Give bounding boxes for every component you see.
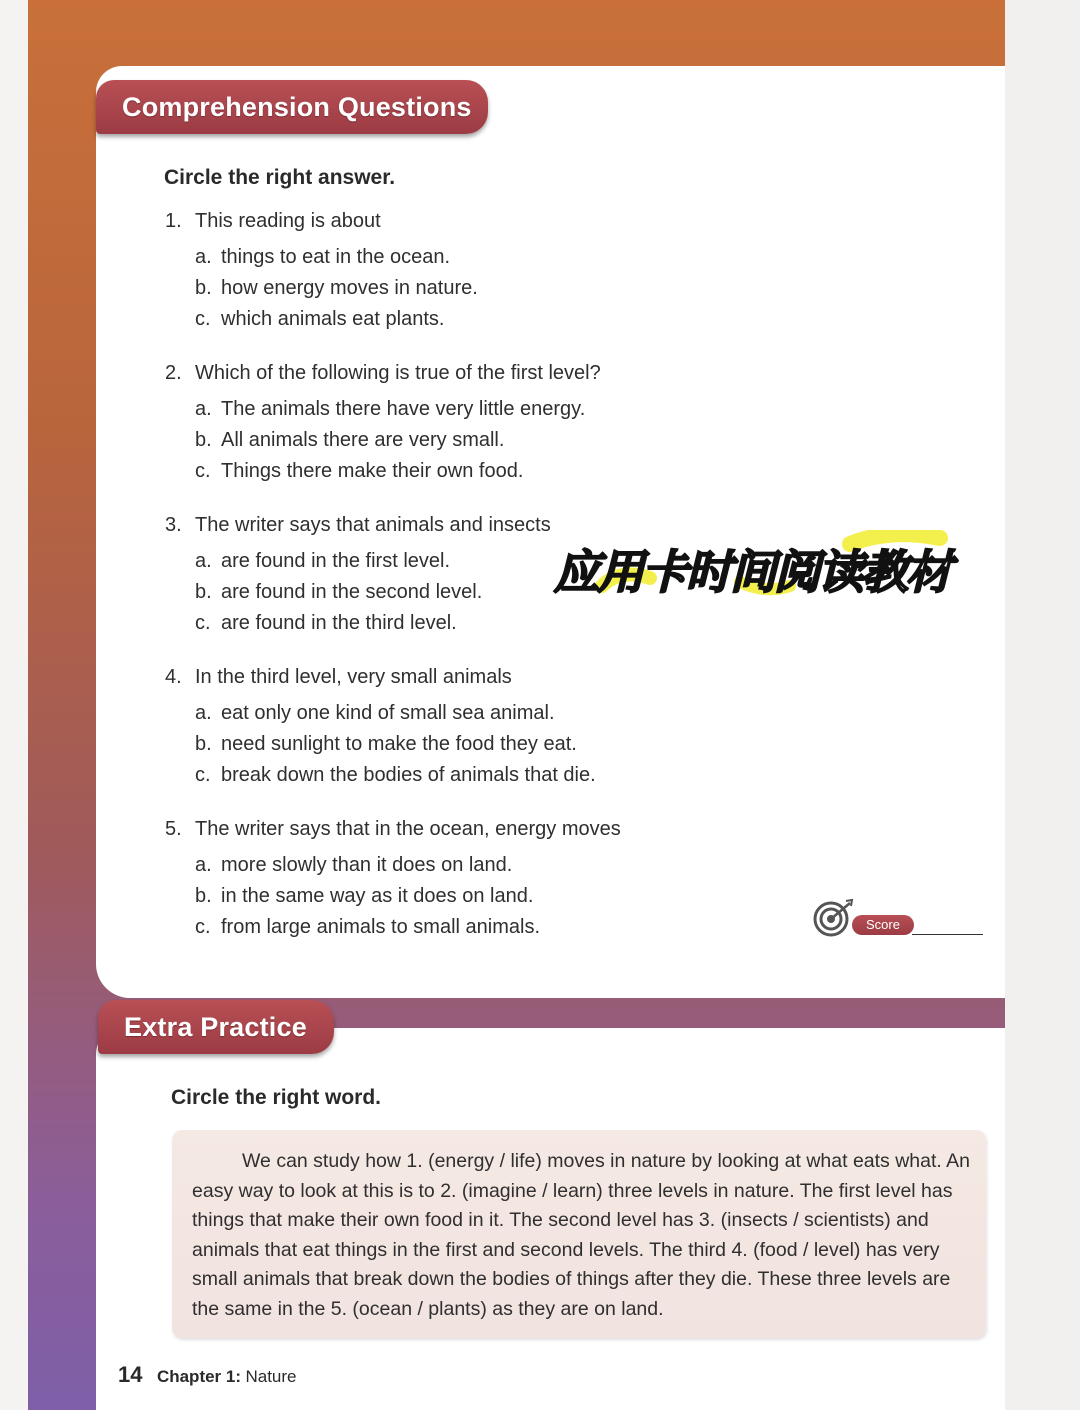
question-stem: The writer says that in the ocean, energy moves bbox=[195, 818, 621, 840]
question-number: 4. bbox=[165, 666, 182, 688]
answer-option[interactable]: b. how energy moves in nature. bbox=[195, 277, 478, 299]
question-number: 3. bbox=[165, 514, 182, 536]
watermark-overlay bbox=[550, 530, 1010, 600]
question-5 bbox=[165, 816, 685, 945]
question-number: 5. bbox=[165, 818, 182, 840]
question-1 bbox=[165, 208, 685, 337]
answer-option[interactable]: b. in the same way as it does on land. bbox=[195, 885, 534, 907]
comprehension-header: Comprehension Questions bbox=[96, 80, 488, 134]
answer-option[interactable]: b. All animals there are very small. bbox=[195, 429, 505, 451]
comprehension-instruction: Circle the right answer. bbox=[164, 166, 396, 189]
question-4 bbox=[165, 664, 685, 793]
answer-option[interactable]: c. Things there make their own food. bbox=[195, 460, 524, 482]
answer-option[interactable]: b. need sunlight to make the food they eat. bbox=[195, 733, 577, 755]
score-blank-line[interactable] bbox=[912, 934, 983, 935]
answer-option[interactable]: c. break down the bodies of animals that die. bbox=[195, 764, 596, 786]
passage-text: We can study how 1. (energy / life) moves in nature by looking at what eats what. An easy way to look at this is to 2. (imagine / learn) three levels in nature. The first level has things that make their own food in it. The second level has 3. (insects / scientists) and animals that eat things in the first and second levels. The third 4. (food / level) has very small animals that break down the bodies of things after they die. These three levels are the same in the 5. (ocean / plants) as they are on land. bbox=[192, 1150, 971, 1320]
answer-option[interactable]: c. are found in the third level. bbox=[195, 612, 457, 634]
page-number: 14 bbox=[118, 1362, 143, 1387]
question-stem: The writer says that animals and insects bbox=[195, 514, 551, 536]
score-label: Score bbox=[852, 915, 914, 935]
answer-option[interactable]: c. which animals eat plants. bbox=[195, 308, 445, 330]
passage-box bbox=[172, 1130, 986, 1338]
chapter-label: Chapter 1: bbox=[156, 1367, 242, 1386]
answer-option[interactable]: a. eat only one kind of small sea animal. bbox=[195, 702, 555, 724]
score-field bbox=[812, 898, 987, 940]
page-footer bbox=[118, 1362, 297, 1388]
answer-option[interactable]: c. from large animals to small animals. bbox=[195, 916, 540, 938]
question-stem: In the third level, very small animals bbox=[195, 666, 512, 688]
answer-option[interactable]: a. more slowly than it does on land. bbox=[195, 854, 513, 876]
answer-option[interactable]: a. The animals there have very little energy. bbox=[195, 398, 586, 420]
extra-practice-header: Extra Practice bbox=[98, 1000, 334, 1054]
question-2 bbox=[165, 360, 685, 489]
extra-practice-instruction: Circle the right word. bbox=[171, 1086, 382, 1109]
question-number: 2. bbox=[165, 362, 182, 384]
answer-option[interactable]: a. are found in the first level. bbox=[195, 550, 451, 572]
page-margin-strip bbox=[1005, 0, 1080, 1410]
chapter-name: Nature bbox=[245, 1367, 297, 1386]
question-stem: This reading is about bbox=[195, 210, 381, 232]
answer-option[interactable]: a. things to eat in the ocean. bbox=[195, 246, 451, 268]
target-icon bbox=[812, 898, 856, 940]
answer-option[interactable]: b. are found in the second level. bbox=[195, 581, 483, 603]
question-number: 1. bbox=[165, 210, 182, 232]
watermark-text: 应用卡时间阅读教材 bbox=[554, 545, 950, 599]
question-stem: Which of the following is true of the first level? bbox=[195, 362, 601, 384]
